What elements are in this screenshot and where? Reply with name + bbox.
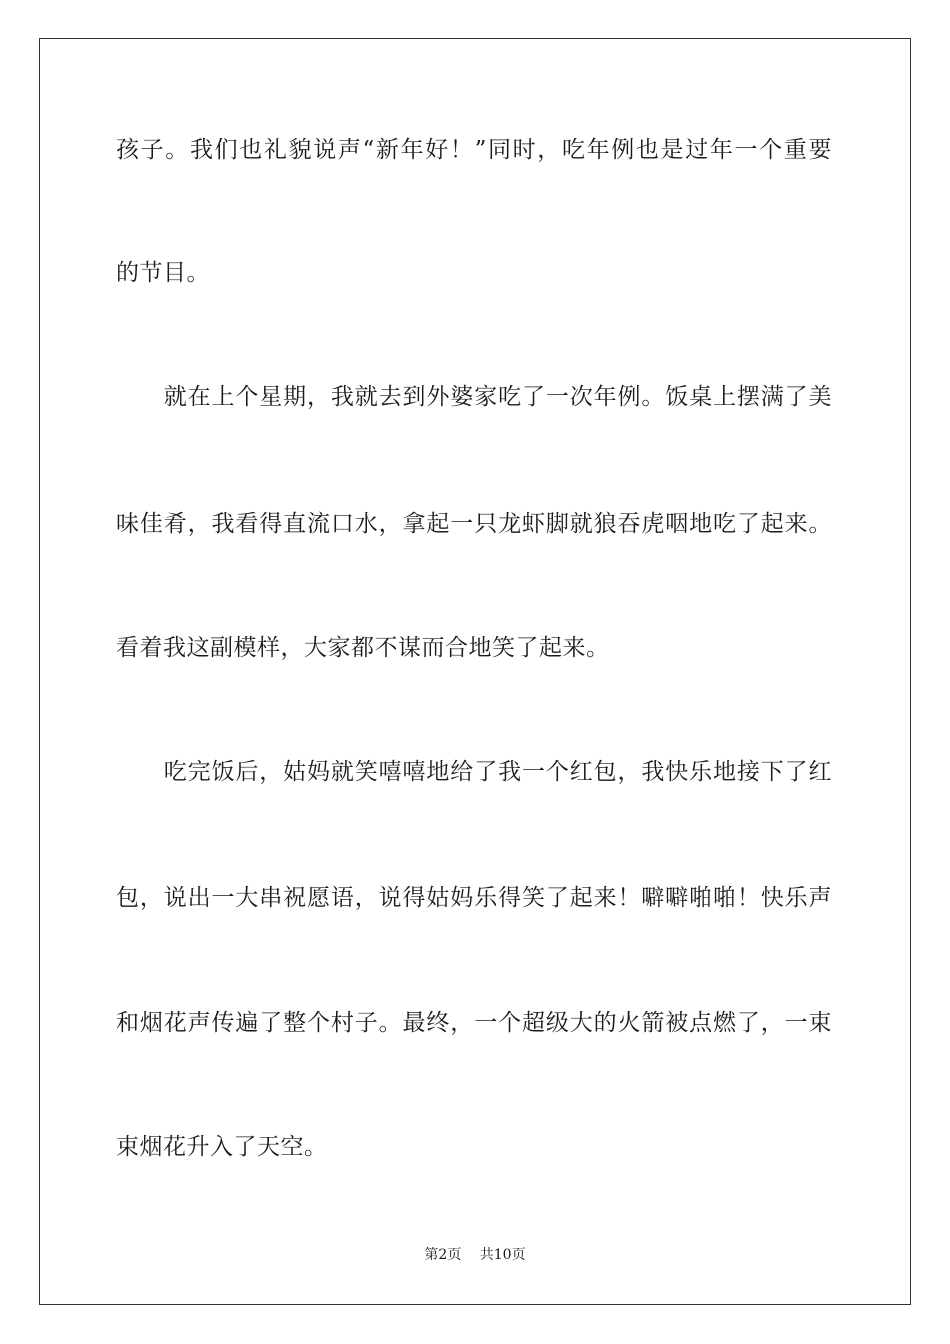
page-number-footer: 第2页 共10页 <box>424 1247 526 1263</box>
text-line: 就在上个星期，我就去到外婆家吃了一次年例。饭桌上摆满了美 <box>116 384 832 410</box>
text-line: 的节目。 <box>116 260 210 286</box>
text-line: 孩子。我们也礼貌说声“新年好！”同时，吃年例也是过年一个重要 <box>116 137 832 163</box>
text-line: 吃完饭后，姑妈就笑嘻嘻地给了我一个红包，我快乐地接下了红 <box>116 759 832 785</box>
text-line: 味佳肴，我看得直流口水，拿起一只龙虾脚就狼吞虎咽地吃了起来。 <box>116 511 832 537</box>
text-line: 和烟花声传遍了整个村子。最终，一个超级大的火箭被点燃了，一束 <box>116 1010 832 1036</box>
text-line: 看着我这副模样，大家都不谋而合地笑了起来。 <box>116 635 610 661</box>
text-line: 束烟花升入了天空。 <box>116 1134 328 1160</box>
text-line: 包，说出一大串祝愿语，说得姑妈乐得笑了起来！噼噼啪啪！快乐声 <box>116 885 832 911</box>
page-border <box>39 38 911 1305</box>
